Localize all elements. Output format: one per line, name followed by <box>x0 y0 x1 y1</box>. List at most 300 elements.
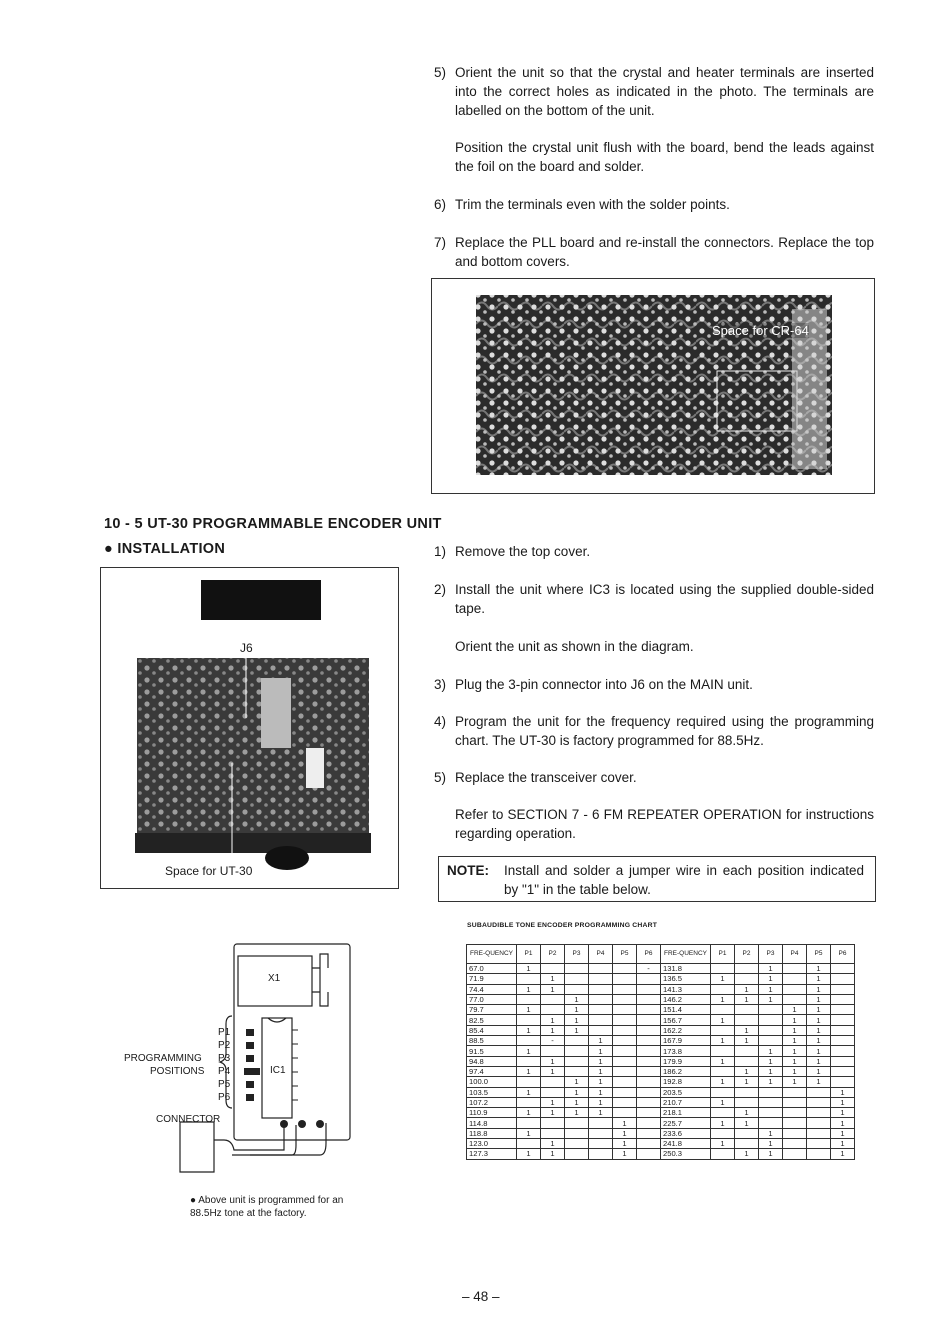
position-cell: 1 <box>517 1128 541 1138</box>
table-row <box>467 1005 855 1015</box>
install-step-4 <box>434 712 874 750</box>
position-cell: 1 <box>831 1149 855 1159</box>
position-cell <box>637 984 661 994</box>
position-cell <box>541 1087 565 1097</box>
frequency-cell: 103.5 <box>467 1087 517 1097</box>
frequency-cell: 77.0 <box>467 994 517 1004</box>
position-cell: 1 <box>711 1077 735 1087</box>
step-text: Plug the 3-pin connector into J6 on the MAIN unit. <box>455 677 753 692</box>
install-step-2 <box>434 580 874 618</box>
position-cell <box>807 1128 831 1138</box>
step-text: Install the unit where IC3 is located using the supplied double-sided tape. <box>455 582 874 616</box>
frequency-cell: 79.7 <box>467 1005 517 1015</box>
position-cell: 1 <box>589 1108 613 1118</box>
position-cell <box>759 1005 783 1015</box>
install-step-2-orient <box>434 637 874 656</box>
position-cell: 1 <box>807 1005 831 1015</box>
frequency-cell: 127.3 <box>467 1149 517 1159</box>
position-cell <box>613 1066 637 1076</box>
frequency-cell: 67.0 <box>467 964 517 974</box>
frequency-cell: 107.2 <box>467 1097 517 1107</box>
col-header: P3 <box>565 945 589 964</box>
position-cell <box>831 1005 855 1015</box>
position-cell <box>759 1036 783 1046</box>
position-cell: 1 <box>589 1077 613 1087</box>
position-cell: 1 <box>807 974 831 984</box>
frequency-cell: 97.4 <box>467 1066 517 1076</box>
frequency-cell: 156.7 <box>661 1015 711 1025</box>
position-cell <box>783 1097 807 1107</box>
frequency-cell: 151.4 <box>661 1005 711 1015</box>
position-cell: 1 <box>613 1118 637 1128</box>
position-cell <box>759 1025 783 1035</box>
table-row <box>467 964 855 974</box>
table-row <box>467 1108 855 1118</box>
position-cell: 1 <box>589 1097 613 1107</box>
pin-p2: P2 <box>218 1040 231 1051</box>
position-cell: 1 <box>759 974 783 984</box>
position-cell <box>807 1118 831 1128</box>
position-cell: 1 <box>711 1118 735 1128</box>
col-header: P5 <box>807 945 831 964</box>
position-cell <box>637 1036 661 1046</box>
position-cell <box>613 1025 637 1035</box>
position-cell <box>565 1056 589 1066</box>
position-cell <box>711 1128 735 1138</box>
position-cell: 1 <box>783 1066 807 1076</box>
position-cell: 1 <box>783 1025 807 1035</box>
position-cell: 1 <box>711 994 735 1004</box>
position-cell: 1 <box>711 1015 735 1025</box>
position-cell <box>783 984 807 994</box>
position-cell <box>831 1036 855 1046</box>
position-cell: 1 <box>735 984 759 994</box>
table-row <box>467 1128 855 1138</box>
position-cell: 1 <box>565 994 589 1004</box>
frequency-cell: 225.7 <box>661 1118 711 1128</box>
pin-p3: P3 <box>218 1053 231 1064</box>
frequency-cell: 210.7 <box>661 1097 711 1107</box>
col-header: FRE-QUENCY <box>467 945 517 964</box>
install-step-5 <box>434 768 874 787</box>
position-cell <box>831 1015 855 1025</box>
position-cell: 1 <box>807 1066 831 1076</box>
install-step-3 <box>434 675 874 694</box>
position-cell <box>613 1005 637 1015</box>
frequency-cell: 123.0 <box>467 1139 517 1149</box>
frequency-cell: 110.9 <box>467 1108 517 1118</box>
position-cell: 1 <box>565 1025 589 1035</box>
step-text: Trim the terminals even with the solder points. <box>455 197 730 212</box>
position-cell: 1 <box>759 984 783 994</box>
position-cell: 1 <box>517 1108 541 1118</box>
table-row <box>467 984 855 994</box>
position-cell: 1 <box>807 1015 831 1025</box>
position-cell: 1 <box>565 1097 589 1107</box>
position-cell: 1 <box>735 1118 759 1128</box>
step-text: Program the unit for the frequency required using the programming chart. The UT-30 is factory programmed for 88.5Hz. <box>455 714 874 748</box>
step-text: Refer to SECTION 7 - 6 FM REPEATER OPERATION for instructions regarding operation. <box>455 807 874 841</box>
installation-photo-frame <box>100 567 399 889</box>
table-row <box>467 1046 855 1056</box>
step-text: Remove the top cover. <box>455 544 591 559</box>
pcb-photo <box>432 279 874 493</box>
position-cell: 1 <box>589 1056 613 1066</box>
position-cell: 1 <box>517 1005 541 1015</box>
table-row <box>467 1149 855 1159</box>
position-cell <box>589 1118 613 1128</box>
frequency-cell: 136.5 <box>661 974 711 984</box>
position-cell <box>541 1046 565 1056</box>
position-cell <box>589 1149 613 1159</box>
position-cell: 1 <box>517 1066 541 1076</box>
chart-header-row <box>467 945 855 964</box>
position-cell <box>589 1139 613 1149</box>
step-text: Position the crystal unit flush with the board, bend the leads against the foil on the board and solder. <box>455 140 874 174</box>
position-cell: 1 <box>589 1066 613 1076</box>
step-text: Replace the transceiver cover. <box>455 770 637 785</box>
x1-label: X1 <box>268 973 281 984</box>
col-header: P3 <box>759 945 783 964</box>
position-cell: 1 <box>807 1036 831 1046</box>
position-cell <box>517 1056 541 1066</box>
frequency-cell: 250.3 <box>661 1149 711 1159</box>
position-cell: 1 <box>541 1139 565 1149</box>
position-cell <box>783 964 807 974</box>
position-cell <box>831 1077 855 1087</box>
position-cell <box>831 994 855 1004</box>
position-cell: 1 <box>807 964 831 974</box>
table-row <box>467 1118 855 1128</box>
col-header: P2 <box>735 945 759 964</box>
col-header: P1 <box>711 945 735 964</box>
step-7-replace <box>434 233 874 271</box>
position-cell <box>711 1025 735 1035</box>
position-cell <box>807 1149 831 1159</box>
position-cell <box>711 1066 735 1076</box>
col-header: P5 <box>613 945 637 964</box>
frequency-cell: 94.8 <box>467 1056 517 1066</box>
pin-p1: P1 <box>218 1027 231 1038</box>
position-cell <box>637 1066 661 1076</box>
position-cell: 1 <box>735 994 759 1004</box>
position-cell: 1 <box>711 1036 735 1046</box>
table-row <box>467 1036 855 1046</box>
position-cell <box>783 1087 807 1097</box>
position-cell: 1 <box>735 1066 759 1076</box>
position-cell <box>783 994 807 1004</box>
table-row <box>467 1015 855 1025</box>
position-cell: 1 <box>831 1108 855 1118</box>
position-cell: 1 <box>541 1066 565 1076</box>
position-cell <box>759 1087 783 1097</box>
position-cell <box>565 984 589 994</box>
position-cell <box>517 1139 541 1149</box>
position-cell: 1 <box>565 1087 589 1097</box>
position-cell <box>759 1015 783 1025</box>
note-label: NOTE: <box>447 863 489 878</box>
position-cell <box>759 1108 783 1118</box>
frequency-cell: 91.5 <box>467 1046 517 1056</box>
positions-label: POSITIONS <box>150 1066 205 1077</box>
diagram-caption: ● Above unit is programmed for an 88.5Hz tone at the factory. <box>190 1195 344 1219</box>
position-cell: 1 <box>759 1077 783 1087</box>
position-cell <box>783 1128 807 1138</box>
position-cell: 1 <box>711 1097 735 1107</box>
position-cell: 1 <box>807 1025 831 1035</box>
position-cell <box>517 1015 541 1025</box>
position-cell: 1 <box>565 1077 589 1087</box>
step-number: 5) <box>434 65 447 80</box>
position-cell <box>565 974 589 984</box>
position-cell: 1 <box>735 1077 759 1087</box>
position-cell <box>517 1118 541 1128</box>
frequency-cell: 71.9 <box>467 974 517 984</box>
table-row <box>467 1087 855 1097</box>
position-cell <box>613 974 637 984</box>
position-cell <box>831 974 855 984</box>
table-row <box>467 994 855 1004</box>
position-cell <box>735 1128 759 1138</box>
position-cell <box>565 1149 589 1159</box>
position-cell: 1 <box>517 1087 541 1097</box>
table-row <box>467 1056 855 1066</box>
table-row <box>467 1025 855 1035</box>
position-cell: 1 <box>759 994 783 1004</box>
col-header: P1 <box>517 945 541 964</box>
position-cell <box>637 974 661 984</box>
position-cell <box>831 1046 855 1056</box>
position-cell <box>783 1149 807 1159</box>
position-cell <box>831 1025 855 1035</box>
pin-p5: P5 <box>218 1079 231 1090</box>
position-cell: 1 <box>759 1056 783 1066</box>
step-number: 6) <box>434 197 447 212</box>
position-cell: 1 <box>541 974 565 984</box>
frequency-cell: 192.8 <box>661 1077 711 1087</box>
position-cell <box>807 1139 831 1149</box>
position-cell <box>589 1015 613 1025</box>
frequency-cell: 218.1 <box>661 1108 711 1118</box>
position-cell <box>637 1077 661 1087</box>
frequency-cell: 74.4 <box>467 984 517 994</box>
position-cell: 1 <box>783 1077 807 1087</box>
position-cell: 1 <box>735 1025 759 1035</box>
frequency-cell: 85.4 <box>467 1025 517 1035</box>
position-cell <box>613 984 637 994</box>
frequency-cell: 118.8 <box>467 1128 517 1138</box>
position-cell <box>831 984 855 994</box>
position-cell <box>637 994 661 1004</box>
frequency-cell: 173.8 <box>661 1046 711 1056</box>
position-cell <box>589 964 613 974</box>
position-cell <box>711 964 735 974</box>
position-cell <box>711 984 735 994</box>
position-cell: 1 <box>807 1056 831 1066</box>
position-cell: 1 <box>735 1036 759 1046</box>
programming-chart <box>466 944 855 1160</box>
position-cell: 1 <box>589 1036 613 1046</box>
position-cell <box>711 1108 735 1118</box>
position-cell: 1 <box>541 1108 565 1118</box>
step-text: Orient the unit so that the crystal and heater terminals are inserted into the correct holes as indicated in the photo. The terminals are labelled on the bottom of the unit. <box>455 65 874 118</box>
step-number: 2) <box>434 582 447 597</box>
installation-heading: ● INSTALLATION <box>104 541 226 557</box>
position-cell: 1 <box>759 1066 783 1076</box>
position-cell <box>831 1066 855 1076</box>
position-cell: 1 <box>759 1046 783 1056</box>
position-cell: 1 <box>735 1108 759 1118</box>
position-cell: 1 <box>807 1077 831 1087</box>
position-cell <box>735 1087 759 1097</box>
position-cell <box>613 1015 637 1025</box>
position-cell <box>735 1046 759 1056</box>
space-label: Space for UT-30 <box>165 864 253 878</box>
position-cell <box>735 1139 759 1149</box>
position-cell <box>735 974 759 984</box>
programming-table <box>466 944 855 1160</box>
position-cell <box>637 1128 661 1138</box>
position-cell <box>613 1077 637 1087</box>
install-refer <box>434 805 874 843</box>
position-cell <box>565 1036 589 1046</box>
position-cell <box>541 1077 565 1087</box>
frequency-cell: 179.9 <box>661 1056 711 1066</box>
frequency-cell: 131.8 <box>661 964 711 974</box>
position-cell: 1 <box>541 1097 565 1107</box>
position-cell <box>711 1046 735 1056</box>
position-cell <box>711 1087 735 1097</box>
frequency-cell: 167.9 <box>661 1036 711 1046</box>
page-number: – 48 – <box>462 1289 500 1304</box>
step-6-trim <box>434 195 874 214</box>
table-row <box>467 1077 855 1087</box>
table-row <box>467 1139 855 1149</box>
position-cell <box>541 994 565 1004</box>
position-cell: 1 <box>517 984 541 994</box>
position-cell: 1 <box>783 1015 807 1025</box>
position-cell <box>831 964 855 974</box>
position-cell <box>517 1077 541 1087</box>
table-row <box>467 974 855 984</box>
position-cell <box>565 1139 589 1149</box>
step-number: 4) <box>434 714 447 729</box>
position-cell <box>613 1097 637 1107</box>
position-cell: 1 <box>541 1025 565 1035</box>
position-cell <box>589 1025 613 1035</box>
position-cell: 1 <box>613 1128 637 1138</box>
position-cell <box>637 1056 661 1066</box>
position-cell <box>783 1108 807 1118</box>
frequency-cell: 146.2 <box>661 994 711 1004</box>
position-cell <box>637 1118 661 1128</box>
position-cell <box>589 1005 613 1015</box>
note-text: Install and solder a jumper wire in each position indicated by "1" in the table below. <box>504 863 864 897</box>
pcb-photo-frame <box>431 278 875 494</box>
note-box <box>438 856 876 902</box>
position-cell: 1 <box>735 1149 759 1159</box>
position-cell <box>589 1128 613 1138</box>
position-cell <box>613 1087 637 1097</box>
installation-photo <box>101 568 398 888</box>
position-cell <box>541 1128 565 1138</box>
position-cell <box>807 1097 831 1107</box>
connector-label: CONNECTOR <box>156 1114 221 1125</box>
position-cell: 1 <box>759 964 783 974</box>
position-cell: 1 <box>783 1046 807 1056</box>
position-cell: - <box>637 964 661 974</box>
position-cell <box>565 964 589 974</box>
position-cell <box>517 1097 541 1107</box>
frequency-cell: 203.5 <box>661 1087 711 1097</box>
position-cell <box>517 994 541 1004</box>
position-cell: 1 <box>613 1139 637 1149</box>
position-cell: 1 <box>711 1056 735 1066</box>
position-cell <box>783 1118 807 1128</box>
step-number: 3) <box>434 677 447 692</box>
position-cell <box>637 1015 661 1025</box>
col-header: P4 <box>783 945 807 964</box>
position-cell <box>735 1097 759 1107</box>
position-cell <box>565 1118 589 1128</box>
col-header: P4 <box>589 945 613 964</box>
install-step-1 <box>434 542 874 561</box>
position-cell <box>637 1005 661 1015</box>
chart-title: SUBAUDIBLE TONE ENCODER PROGRAMMING CHART <box>467 922 658 929</box>
position-cell <box>759 1118 783 1128</box>
position-cell <box>589 994 613 1004</box>
position-cell: 1 <box>831 1097 855 1107</box>
step-5-orient <box>434 63 874 120</box>
table-row <box>467 1066 855 1076</box>
position-cell: 1 <box>541 984 565 994</box>
position-cell <box>589 974 613 984</box>
position-cell: 1 <box>783 1056 807 1066</box>
position-cell <box>637 1149 661 1159</box>
position-cell: 1 <box>783 1036 807 1046</box>
chart-body <box>467 964 855 1160</box>
position-cell <box>613 994 637 1004</box>
position-cell <box>735 1005 759 1015</box>
position-cell: 1 <box>517 1046 541 1056</box>
position-cell <box>637 1025 661 1035</box>
position-cell <box>613 1046 637 1056</box>
position-cell: 1 <box>517 1025 541 1035</box>
position-cell <box>637 1087 661 1097</box>
section-title: 10 - 5 UT-30 PROGRAMMABLE ENCODER UNIT <box>104 516 442 532</box>
position-cell: 1 <box>807 984 831 994</box>
j6-label: J6 <box>240 641 253 655</box>
frequency-cell: 186.2 <box>661 1066 711 1076</box>
step-text: Orient the unit as shown in the diagram. <box>455 639 694 654</box>
position-cell <box>613 1108 637 1118</box>
position-cell: 1 <box>759 1139 783 1149</box>
position-cell <box>807 1087 831 1097</box>
position-cell <box>831 1056 855 1066</box>
position-cell <box>807 1108 831 1118</box>
position-cell <box>711 1149 735 1159</box>
frequency-cell: 141.3 <box>661 984 711 994</box>
position-cell <box>565 1128 589 1138</box>
frequency-cell: 162.2 <box>661 1025 711 1035</box>
position-cell <box>517 974 541 984</box>
position-cell <box>637 1097 661 1107</box>
position-cell: 1 <box>831 1139 855 1149</box>
position-cell <box>517 1036 541 1046</box>
position-cell <box>565 1046 589 1056</box>
position-cell <box>783 974 807 984</box>
position-cell: 1 <box>517 1149 541 1159</box>
